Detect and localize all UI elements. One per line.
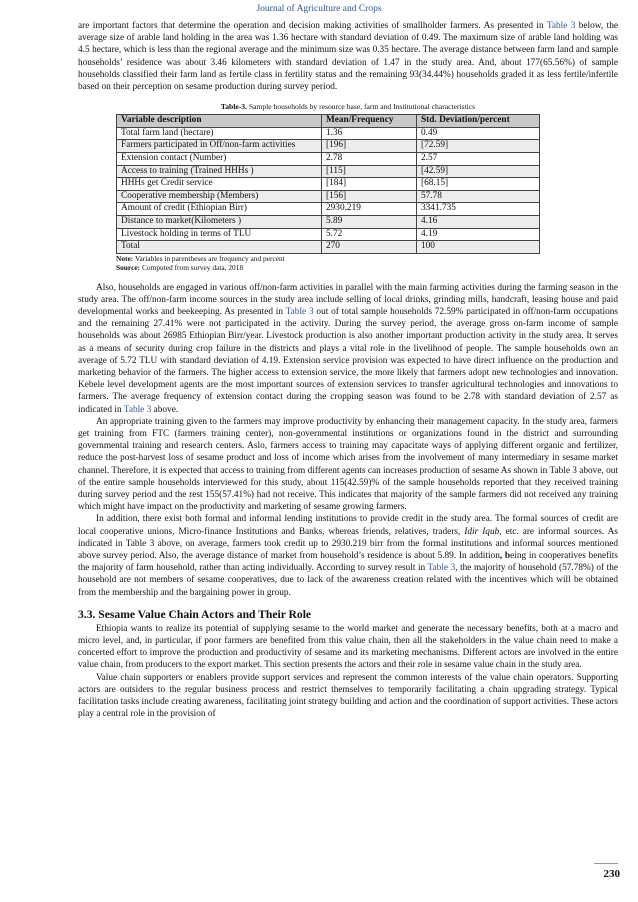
supporters-paragraph: Value chain supporters or enablers provide support services and represent the common interests of the value chain operators. Supporting actors are outsiders to the regular business process and restrict themselves to temporarily facilitating a chain upgrading strategy. Typical facilitation tasks include creating awareness, facilitating joint strategy building and action and the coordination of support activities. These actors play a central role in the provision of bbox=[78, 672, 618, 720]
table-cell-mean: 5.89 bbox=[322, 215, 417, 228]
table-3-link[interactable]: Table 3 bbox=[123, 404, 152, 415]
table-note-text: Variables in parentheses are frequency and percent bbox=[133, 253, 285, 263]
table-row bbox=[117, 190, 540, 203]
value-chain-paragraph: Ethiopia wants to realize its potential of supplying sesame to the world market and generate the necessary benefits, both at a macro and micro level, and, in particular, if poor farmers are benefited from this value chain, then all the stakeholders in the value chain need to make a concerted effort to improve the production and productivity of sesame and its marketing mechanisms. Different actors are involved in the entire value chain, from producers to the export market. This section presents the actors and their role in sesame value chain in the study area. bbox=[78, 623, 618, 671]
table-cell-std: [42.59] bbox=[417, 165, 540, 178]
header-std-deviation: Std. Deviation/percent bbox=[417, 115, 540, 128]
table-cell-variable: Livestock holding in terms of TLU bbox=[117, 228, 322, 241]
table-3-link[interactable]: Table 3 bbox=[427, 563, 456, 574]
table-row bbox=[117, 127, 540, 140]
p4-text-d: , the majority of household (57.78%) of the household are not members of sesame cooperatives, due to lack of the awareness creation related with the incentives which will be obtained from the membership and the bargaining power in group. bbox=[78, 563, 618, 598]
table-cell-variable: Total bbox=[117, 241, 322, 254]
off-farm-paragraph bbox=[78, 282, 618, 416]
p4-bold-fragment: , b bbox=[499, 551, 511, 562]
page-number-rule bbox=[594, 863, 618, 864]
p4-text-c: eing in cooperatives benefits the majority of farm household, rather than acting individually. According to survey result in bbox=[78, 551, 618, 574]
p2-text-a: Also, households are engaged in various off/non-farm activities in parallel with the main farming activities during the farming season in the study area. The off/non-farm income sources in the study area include selling of local drinks, grinding mills, handcraft, leasing house and paid developmental works and beekeeping. As presented in bbox=[78, 282, 618, 317]
intro-text-a: are important factors that determine the operation and decision making activities of smallholder farmers. As presented in bbox=[78, 21, 547, 31]
table-cell-std: 4.16 bbox=[417, 215, 540, 228]
table-caption-text: Sample households by resource base, farm and Institutional characteristics bbox=[246, 102, 476, 112]
table-cell-std: 100 bbox=[417, 241, 540, 254]
p2-text-c: above. bbox=[151, 404, 179, 415]
page-number: 230 bbox=[603, 868, 620, 880]
table-cell-variable: HHHs get Credit service bbox=[117, 178, 322, 191]
table-cell-variable: Cooperative membership (Members) bbox=[117, 190, 322, 203]
table-row bbox=[117, 228, 540, 241]
table-row bbox=[117, 203, 540, 216]
table-cell-variable: Distance to market(Kilometers ) bbox=[117, 215, 322, 228]
table-header-row bbox=[117, 115, 540, 128]
table-cell-mean: 270 bbox=[322, 241, 417, 254]
table-source-label: Source: bbox=[116, 263, 141, 273]
training-paragraph: An appropriate training given to the farmers may improve productivity by enhancing their management capacity. In the study area, farmers get training from FTC (farmers training center), non-governmental institutions or organizations found in the district and surrounding governmental training and research centers. Aslo, farmers access to training may capacitate ways of applying different organic and fertilizer, reduce the post-harvest loss of sesame product and loss of income which arises from the involvement of many intermediary in sesame market channel. Therefore, it is expected that access to training from different agents can increases production of sesame As shown in Table 3 above, out of the entire sample households interviewed for this study, about 115(42.59)% of the sample households reported that they received training during survey period and the rest 155(57.41%) had not receive. This indicates that majority of the sample farmers did not received any training which might have impact on the productivity and marketing of sesame growing farmers. bbox=[78, 416, 618, 513]
table-row bbox=[117, 140, 540, 153]
table-cell-mean: [115] bbox=[322, 165, 417, 178]
table-cell-std: 57.78 bbox=[417, 190, 540, 203]
table-row bbox=[117, 165, 540, 178]
table-cell-std: 0.49 bbox=[417, 127, 540, 140]
table-cell-std: 2.57 bbox=[417, 153, 540, 166]
intro-paragraph bbox=[78, 20, 618, 93]
p4-italic-term: Idir Iqub bbox=[464, 526, 500, 537]
page-body bbox=[78, 20, 618, 720]
p2-text-b: out of total sample households 72.59% participated in off/non-farm occupations and the remaining 27.41% were not participated in the activity. During the survey period, the average gross on-farm income of sample households was about 26985 Ethiopian Birr/year. Livestock production is also another important production activity in the study area. It serves as a means of security during crop failure in the districts and plays a vital role in the livelihood of people. The sample households own an average of 5.72 TLU with standard deviation of 4.19. Extension service provision was expected to have direct influence on the production and marketing behavior of the farmers. The higher access to extension service, the more likely that farmers adopt new technologies and innovation. Kebele level development agents are the most important sources of extension services to transfer agricultural technologies and innovations to farmers. The average frequency of extension contact during the cropping season was found to be 2.78 with standard deviation of 2.57 as indicated in bbox=[78, 306, 618, 415]
table-cell-variable: Total farm land (hectare) bbox=[117, 127, 322, 140]
header-variable-description: Variable description bbox=[117, 115, 322, 128]
table-cell-mean: [184] bbox=[322, 178, 417, 191]
table-cell-variable: Access to training (Trained HHHs ) bbox=[117, 165, 322, 178]
table-cell-std: 3341.735 bbox=[417, 203, 540, 216]
p4-text-b: , etc. are informal sources. As indicated in Table 3 above, on average, farmers took credit up to 2930.219 birr from the formal institutions and informal sources mentioned above survey period. Also, the average distance of market from household’s residence is about 5.89. In addition bbox=[78, 526, 619, 562]
table-cell-mean: [196] bbox=[322, 140, 417, 153]
table-cell-mean: 2.78 bbox=[322, 153, 417, 166]
credit-paragraph bbox=[78, 513, 618, 598]
table-caption-label: Table-3. bbox=[220, 102, 247, 112]
table-cell-std: [68.15] bbox=[417, 178, 540, 191]
table-cell-variable: Farmers participated in Off/non-farm activities bbox=[117, 140, 322, 153]
intro-text-b: below, the average size of arable land holding in the area was 1.36 hectare with standard deviation of 0.49. The maximum size of arable land holding was 4.5 hectare, which is less than the regional average and the minimum size was 0.35 hectare. The average distance between farm land and sample households’ residence was about 3.46 kilometers with standard deviation of 1.47 in the study area. And, about 177(65.56%) of sample households classified their farm land as fertile class in fertility status and the remaining 93(34.44%) households graded it as less fertile/infertile based on their perception on sesame production during survey period. bbox=[78, 21, 618, 93]
header-mean-frequency: Mean/Frequency bbox=[322, 115, 417, 128]
table-cell-std: [72.59] bbox=[417, 140, 540, 153]
table-note bbox=[116, 254, 618, 263]
section-heading: 3.3. Sesame Value Chain Actors and Their Role bbox=[78, 607, 312, 621]
table-row bbox=[117, 153, 540, 166]
table-cell-variable: Extension contact (Number) bbox=[117, 153, 322, 166]
table-3-link[interactable]: Table 3 bbox=[285, 306, 314, 317]
p4-text-a: In addition, there exist both formal and informal lending institutions to provide credit in the study area. The formal sources of credit are local cooperative unions, Micro-finance Institutions and Banks, whereas friends, relatives, traders, bbox=[78, 514, 618, 537]
table-cell-mean: 5.72 bbox=[322, 228, 417, 241]
table-row bbox=[117, 241, 540, 254]
table-source bbox=[116, 263, 618, 272]
table-source-text: Computed from survey data, 2018 bbox=[140, 263, 244, 273]
table-3-link[interactable]: Table 3 bbox=[546, 21, 576, 31]
table-cell-variable: Amount of credit (Ethiopian Birr) bbox=[117, 203, 322, 216]
table-row bbox=[117, 215, 540, 228]
table-cell-mean: 2930.219 bbox=[322, 203, 417, 216]
table-cell-mean: 1.36 bbox=[322, 127, 417, 140]
table-caption bbox=[78, 102, 618, 111]
household-characteristics-table bbox=[116, 114, 540, 254]
table-note-label: Note: bbox=[116, 253, 134, 263]
journal-title: Journal of Agriculture and Crops bbox=[256, 4, 382, 14]
table-cell-mean: [156] bbox=[322, 190, 417, 203]
table-row bbox=[117, 178, 540, 191]
table-cell-std: 4.19 bbox=[417, 228, 540, 241]
